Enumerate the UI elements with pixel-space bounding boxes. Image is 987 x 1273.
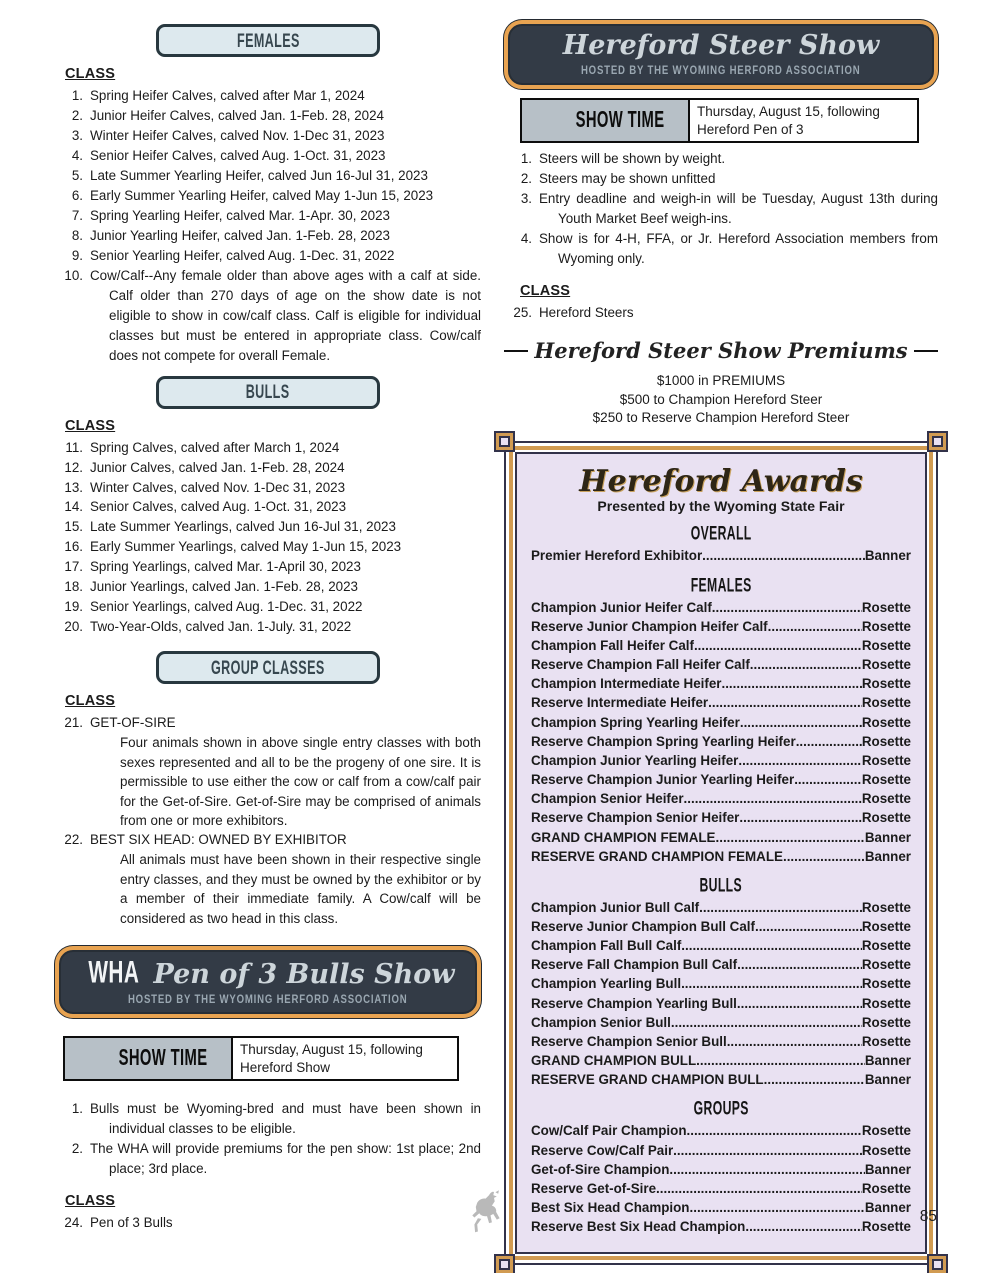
award-line (531, 847, 911, 866)
award-label: Champion Junior Heifer Calf (531, 599, 712, 615)
award-type: Rosette (861, 1014, 911, 1030)
class-item-number: 20. (64, 619, 83, 635)
awards-title: Hereford Awards (579, 463, 863, 499)
class-item-text: Late Summer Yearlings, calved Jun 16-Jul 31, 2023 (90, 519, 396, 535)
award-type: Rosette (861, 714, 911, 730)
award-type: Rosette (861, 1219, 911, 1235)
awards-section (531, 525, 911, 565)
class-item (55, 206, 481, 226)
show-time-label-cell (65, 1038, 233, 1080)
dot-leader (737, 994, 862, 1013)
award-line (531, 955, 911, 974)
award-type: Rosette (861, 772, 911, 788)
class-item-text: Junior Heifer Calves, calved Jan. 1-Feb. 28, 2024 (90, 107, 385, 123)
class-item-text: Winter Heifer Calves, calved Nov. 1-Dec 31, 2023 (90, 127, 385, 143)
class-item-number: 15. (64, 519, 83, 535)
class-item-text: Junior Yearling Heifer, calved Jan. 1-Feb. 28, 2023 (90, 227, 390, 243)
dot-leader (699, 898, 862, 917)
group-class-item (55, 713, 481, 830)
award-line (531, 1160, 911, 1179)
awards-section-heading: OVERALL (690, 523, 752, 545)
award-line (531, 693, 911, 712)
award-type: Rosette (861, 676, 911, 692)
class-item-text: Hereford Steers (539, 305, 634, 321)
class-item (55, 517, 481, 537)
award-type: Rosette (861, 810, 911, 826)
class-item-text: Junior Yearlings, calved Jan. 1-Feb. 28, 2023 (90, 579, 358, 595)
class-item-number: 2. (71, 107, 83, 123)
award-type: Rosette (861, 995, 911, 1011)
dot-leader (656, 1179, 862, 1198)
award-type: Banner (864, 1072, 911, 1088)
award-type: Rosette (861, 618, 911, 634)
class-item-text: Senior Yearlings, calved Aug. 1-Dec. 31, 2022 (90, 599, 363, 615)
award-line (531, 789, 911, 808)
corner-ornament-icon (496, 433, 513, 450)
award-line (531, 974, 911, 993)
premiums-divider-heading (504, 338, 938, 363)
rule-item (504, 189, 938, 229)
award-label: Reserve Cow/Calf Pair (531, 1142, 674, 1158)
award-label: Champion Junior Yearling Heifer (531, 752, 739, 768)
wha-rules-list (55, 1099, 481, 1179)
awards-section-heading: GROUPS (693, 1098, 749, 1120)
award-label: Reserve Champion Yearling Bull (531, 995, 737, 1011)
award-label: Reserve Intermediate Heifer (531, 695, 709, 711)
award-type: Rosette (861, 976, 911, 992)
dot-leader (745, 1217, 862, 1236)
award-type: Rosette (861, 1180, 911, 1196)
rule-item (55, 1099, 481, 1139)
dot-leader (690, 1198, 865, 1217)
awards-sections (531, 525, 911, 1236)
class-item (504, 303, 938, 323)
dot-leader (764, 1070, 865, 1089)
class-item-number: 7. (71, 207, 83, 223)
award-line (531, 1179, 911, 1198)
class-item-text: Spring Calves, calved after March 1, 2024 (90, 439, 340, 455)
class-item-number: 22. (64, 832, 83, 848)
class-heading: CLASS (65, 417, 116, 434)
show-time-label: SHOW TIME (118, 1045, 208, 1071)
awards-content (515, 452, 927, 1254)
rule-number: 2. (520, 171, 532, 187)
dot-leader (702, 546, 865, 565)
award-label: RESERVE GRAND CHAMPION FEMALE (531, 848, 783, 864)
rule-number: 1. (520, 151, 532, 167)
award-line (531, 828, 911, 847)
award-line (531, 598, 911, 617)
class-item (55, 106, 481, 126)
class-item-number: 3. (71, 127, 83, 143)
class-item (55, 438, 481, 458)
premium-line: $1000 in PREMIUMS (656, 373, 786, 389)
class-item-text: Junior Calves, calved Jan. 1-Feb. 28, 2024 (90, 459, 345, 475)
group-class-list (55, 713, 481, 928)
class-item-text: Winter Calves, calved Nov. 1-Dec 31, 2023 (90, 479, 346, 495)
section-header-females (156, 24, 380, 57)
class-item (55, 246, 481, 266)
award-line (531, 1051, 911, 1070)
class-item-number: 9. (71, 247, 83, 263)
dot-leader (727, 1032, 862, 1051)
dot-leader (712, 598, 862, 617)
award-type: Rosette (861, 899, 911, 915)
award-type: Rosette (861, 657, 911, 673)
award-type: Banner (864, 1161, 911, 1177)
show-time-label-cell (522, 100, 690, 142)
award-type: Rosette (861, 695, 911, 711)
award-label: Reserve Junior Champion Bull Calf (531, 918, 755, 934)
award-label: Champion Yearling Bull (531, 976, 682, 992)
class-item (55, 617, 481, 637)
dot-leader (681, 936, 862, 955)
class-item (55, 126, 481, 146)
left-column (55, 24, 481, 1233)
award-line (531, 1198, 911, 1217)
award-line (531, 770, 911, 789)
right-column (504, 20, 938, 1265)
class-item (55, 166, 481, 186)
group-class-title: GET-OF-SIRE (90, 715, 176, 731)
corner-ornament-icon (929, 1256, 946, 1273)
rule-item (504, 149, 938, 169)
class-item (55, 577, 481, 597)
corner-ornament-icon (496, 1256, 513, 1273)
dot-leader (768, 617, 862, 636)
bulls-class-list (55, 438, 481, 638)
dot-leader (681, 974, 862, 993)
class-item-number: 17. (64, 559, 83, 575)
dot-leader (673, 1141, 862, 1160)
section-header-bulls (156, 376, 380, 409)
award-type: Rosette (861, 918, 911, 934)
class-item-text: Pen of 3 Bulls (90, 1215, 173, 1231)
class-item-number: 8. (71, 227, 83, 243)
award-type: Banner (864, 848, 911, 864)
award-line (531, 655, 911, 674)
award-type: Banner (864, 548, 911, 564)
class-item (55, 86, 481, 106)
class-item-number: 5. (71, 167, 83, 183)
award-type: Rosette (861, 752, 911, 768)
dot-leader (740, 713, 862, 732)
class-item (55, 478, 481, 498)
award-label: Reserve Get-of-Sire (531, 1180, 657, 1196)
award-type: Rosette (861, 791, 911, 807)
premium-line: $500 to Champion Hereford Steer (619, 391, 823, 407)
premiums-lines (504, 372, 938, 428)
dot-leader (739, 808, 862, 827)
award-label: Reserve Best Six Head Champion (531, 1219, 746, 1235)
class-item (55, 186, 481, 206)
class-item-text: Senior Heifer Calves, calved Aug. 1-Oct. 31, 2023 (90, 147, 386, 163)
awards-section (531, 877, 911, 1090)
class-item-text: Spring Heifer Calves, calved after Mar 1, 2024 (90, 88, 365, 103)
awards-section-heading: FEMALES (690, 575, 752, 596)
dot-leader (796, 732, 862, 751)
award-line (531, 1013, 911, 1032)
corner-ornament-icon (929, 433, 946, 450)
awards-section-lines (531, 546, 911, 565)
class-item-number: 10. (64, 267, 83, 283)
awards-section-lines (531, 898, 911, 1090)
award-type: Rosette (861, 733, 911, 749)
wha-prefix: WHA (87, 954, 139, 991)
award-type: Rosette (861, 599, 911, 615)
wha-pen-show-title (65, 954, 471, 991)
award-label: Reserve Junior Champion Heifer Calf (531, 618, 768, 634)
awards-section-lines (531, 1121, 911, 1236)
dot-leader (755, 917, 862, 936)
award-type: Rosette (861, 957, 911, 973)
award-label: Reserve Champion Fall Heifer Calf (531, 657, 750, 673)
award-label: Reserve Champion Spring Yearling Heifer (531, 733, 796, 749)
award-line (531, 732, 911, 751)
awards-section (531, 1100, 911, 1236)
dot-leader (669, 1160, 864, 1179)
class-heading: CLASS (65, 693, 116, 710)
class-item-number: 14. (64, 499, 83, 515)
group-class-description: Four animals shown in above single entry classes with both sexes represented and all to be the progeny of one sire. It is permissible to use either the cow or calf from a cow/calf pair for the Get-of-Sire. Get-of-Sire may be comprised of animals from one or more exhibitors. (120, 735, 481, 828)
award-line (531, 674, 911, 693)
show-time-value: Thursday, August 15, following Hereford Show (240, 1041, 423, 1075)
award-label: Champion Fall Bull Calf (531, 938, 682, 954)
dot-leader (737, 955, 862, 974)
award-type: Rosette (861, 1033, 911, 1049)
dot-leader (721, 674, 861, 693)
award-line (531, 1217, 911, 1236)
steer-show-subtitle: HOSTED BY THE WYOMING HERFORD ASSOCIATION (581, 62, 861, 77)
award-label: Champion Intermediate Heifer (531, 676, 722, 692)
class-item-number: 25. (513, 305, 532, 321)
rule-number: 1. (71, 1101, 83, 1117)
class-item-text: Senior Calves, calved Aug. 1-Oct. 31, 2023 (90, 499, 347, 515)
award-label: Champion Senior Heifer (531, 791, 684, 807)
steer-class-list (504, 303, 938, 323)
class-item (55, 497, 481, 517)
rule-item (504, 169, 938, 189)
award-label: Champion Junior Bull Calf (531, 899, 700, 915)
steer-show-banner (504, 20, 938, 89)
rule-number: 3. (520, 191, 532, 207)
award-line (531, 917, 911, 936)
dot-leader (708, 693, 862, 712)
section-header-label: BULLS (246, 380, 290, 403)
award-label: Champion Spring Yearling Heifer (531, 714, 740, 730)
class-item-number: 21. (64, 715, 83, 731)
class-item-number: 19. (64, 599, 83, 615)
award-type: Rosette (861, 1142, 911, 1158)
dot-leader (794, 770, 862, 789)
class-item (55, 146, 481, 166)
bucking-horse-logo-icon (466, 1189, 508, 1244)
award-line (531, 808, 911, 827)
award-type: Banner (864, 1200, 911, 1215)
wha-pen-show-banner (55, 946, 481, 1018)
class-item (55, 557, 481, 577)
dot-leader (696, 1051, 865, 1070)
rule-text: Entry deadline and weigh-in will be Tuesday, August 13th during Youth Market Beef weigh-ins. (539, 191, 938, 227)
rule-number: 2. (71, 1141, 83, 1157)
class-item (55, 1213, 481, 1233)
class-item-number: 6. (71, 187, 83, 203)
award-label: Reserve Champion Junior Yearling Heifer (531, 772, 795, 788)
class-item (55, 537, 481, 557)
award-label: Reserve Champion Senior Heifer (531, 810, 740, 826)
show-time-value: Thursday, August 15, following Hereford Pen of 3 (697, 103, 880, 137)
wha-class-list (55, 1213, 481, 1233)
group-class-title: BEST SIX HEAD: OWNED BY EXHIBITOR (90, 832, 347, 848)
rule-item (504, 229, 938, 269)
class-heading: CLASS (65, 66, 116, 82)
class-item-number: 13. (64, 479, 83, 495)
dot-leader (671, 1013, 862, 1032)
awards-subtitle: Presented by the Wyoming State Fair (597, 498, 845, 515)
class-heading: CLASS (65, 1193, 116, 1210)
class-item-text: Cow/Calf--Any female older than above ages with a calf at side. Calf older than 270 days of age on the show date is not eligible to show in cow/calf class. Calf is eligible for individual classes but must be entered in appropriate class. Cow/calf does not compete for overall Female. (90, 267, 481, 363)
award-label: Best Six Head Champion (531, 1200, 690, 1215)
award-label: GRAND CHAMPION BULL (531, 1053, 697, 1069)
dot-leader (687, 1121, 862, 1140)
page-number: 85 (919, 1208, 937, 1225)
dot-leader (783, 847, 865, 866)
section-header-label: GROUP CLASSES (211, 656, 325, 679)
class-item (55, 458, 481, 478)
award-line (531, 636, 911, 655)
class-item-text: Spring Yearlings, calved Mar. 1-April 30, 2023 (90, 559, 361, 575)
wha-show-time-box (63, 1036, 459, 1082)
rule-item (55, 1139, 481, 1179)
award-label: GRAND CHAMPION FEMALE (531, 829, 716, 845)
class-item-number: 1. (71, 88, 83, 103)
class-item-number: 16. (64, 539, 83, 555)
award-line (531, 1121, 911, 1140)
class-item-number: 18. (64, 579, 83, 595)
steer-show-title: Hereford Steer Show (562, 30, 880, 61)
steer-show-time-box (520, 98, 919, 144)
dot-leader (694, 636, 862, 655)
award-type: Banner (864, 1053, 911, 1069)
award-label: Champion Senior Bull (531, 1014, 671, 1030)
award-line (531, 1032, 911, 1051)
award-line (531, 713, 911, 732)
award-label: Premier Hereford Exhibitor (531, 548, 703, 564)
rule-text: The WHA will provide premiums for the pen show: 1st place; 2nd place; 3rd place. (90, 1141, 481, 1177)
award-label: Reserve Champion Senior Bull (531, 1033, 727, 1049)
award-label: Get-of-Sire Champion (531, 1161, 670, 1177)
awards-section (531, 577, 911, 866)
rule-text: Bulls must be Wyoming-bred and must have been shown in individual classes to be eligible. (90, 1101, 481, 1137)
award-label: Reserve Fall Champion Bull Calf (531, 957, 738, 973)
class-item (55, 226, 481, 246)
rule-number: 4. (520, 231, 532, 247)
dot-leader (716, 828, 865, 847)
award-line (531, 994, 911, 1013)
awards-gold-frame (509, 446, 933, 1260)
award-type: Rosette (861, 637, 911, 653)
award-label: Champion Fall Heifer Calf (531, 637, 694, 653)
award-type: Rosette (861, 938, 911, 954)
class-heading: CLASS (520, 283, 571, 300)
dot-leader (750, 655, 862, 674)
award-line (531, 1141, 911, 1160)
females-class-list (55, 86, 481, 366)
group-class-item (55, 830, 481, 928)
award-line (531, 751, 911, 770)
premium-line: $250 to Reserve Champion Hereford Steer (592, 410, 850, 426)
class-item-text: Early Summer Yearlings, calved May 1-Jun 15, 2023 (90, 539, 402, 555)
award-line (531, 617, 911, 636)
awards-section-heading: BULLS (699, 875, 743, 897)
dot-leader (684, 789, 862, 808)
wha-title-script: Pen of 3 Bulls Show (153, 959, 455, 991)
class-item-text: Spring Yearling Heifer, calved Mar. 1-Apr. 30, 2023 (90, 207, 390, 223)
class-item (55, 597, 481, 617)
section-header-label: FEMALES (236, 28, 300, 51)
class-item-text: Late Summer Yearling Heifer, calved Jun 16-Jul 31, 2023 (90, 167, 428, 183)
dot-leader (738, 751, 862, 770)
award-line (531, 936, 911, 955)
premiums-title: Hereford Steer Show Premiums (534, 338, 908, 364)
class-item-number: 4. (71, 147, 83, 163)
class-item-number: 11. (65, 439, 83, 455)
class-item-number: 24. (64, 1215, 83, 1231)
award-type: Banner (864, 829, 911, 845)
class-item-text: Senior Yearling Heifer, calved Aug. 1-Dec. 31, 2022 (90, 247, 395, 263)
award-type: Rosette (861, 1123, 911, 1139)
section-header-group-classes (156, 651, 380, 684)
rule-text: Steers may be shown unfitted (539, 171, 716, 187)
wha-banner-subtitle: HOSTED BY THE WYOMING HERFORD ASSOCIATION (128, 991, 408, 1006)
rule-text: Steers will be shown by weight. (539, 151, 726, 167)
class-item-text: Early Summer Yearling Heifer, calved May 1-Jun 15, 2023 (90, 187, 434, 203)
hereford-awards-box (504, 441, 938, 1265)
award-line (531, 546, 911, 565)
show-time-label: SHOW TIME (575, 107, 665, 133)
award-label: RESERVE GRAND CHAMPION BULL (531, 1072, 764, 1088)
class-item-number: 12. (64, 459, 83, 475)
awards-section-lines (531, 598, 911, 866)
group-class-description: All animals must have been shown in their respective single entry classes, and they must be owned by the exhibitor or by a member of their immediate family. A Cow/calf will be considered as two head in this class. (120, 852, 481, 926)
award-label: Cow/Calf Pair Champion (531, 1123, 687, 1139)
steer-rules-list (504, 149, 938, 269)
class-item (55, 266, 481, 366)
award-line (531, 898, 911, 917)
award-line (531, 1070, 911, 1089)
class-item-text: Two-Year-Olds, calved Jan. 1-July. 31, 2022 (90, 619, 352, 635)
rule-text: Show is for 4-H, FFA, or Jr. Hereford Association members from Wyoming only. (539, 231, 938, 267)
